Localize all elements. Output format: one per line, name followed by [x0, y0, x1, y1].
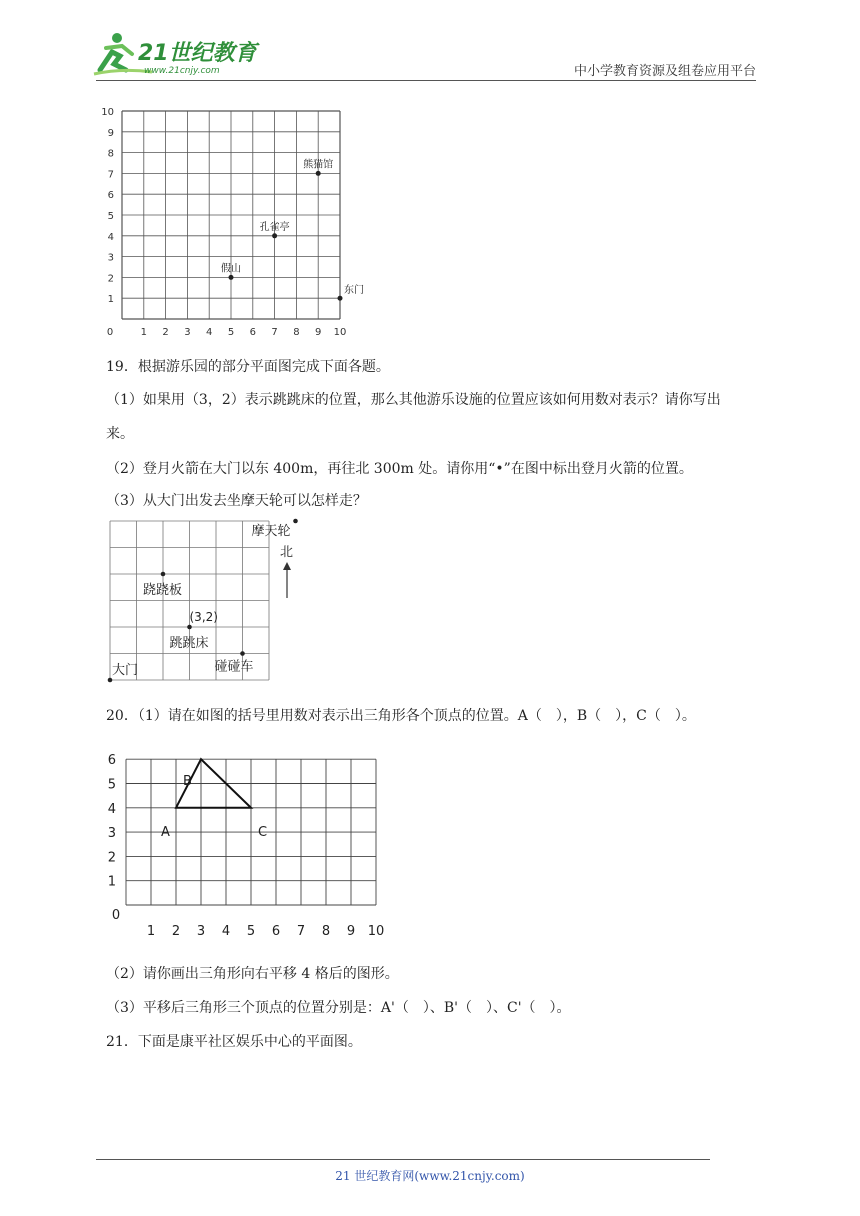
zoo-coordinate-grid — [96, 100, 366, 340]
logo-text: 21世纪教育 — [138, 41, 257, 66]
x-tick-label: 7 — [271, 327, 278, 338]
y-tick-label: 5 — [107, 777, 116, 793]
q20-part3: （3）平移后三角形三个顶点的位置分别是：A'（ ）、B'（ ）、C'（ ）。 — [106, 1000, 571, 1016]
x-tick-label: 8 — [321, 924, 331, 939]
north-arrow-head-icon — [283, 562, 291, 570]
y-tick-label: 6 — [107, 753, 116, 769]
north-label: 北 — [280, 545, 294, 560]
logo-url: www.21cnjy.com — [144, 66, 220, 76]
place-label: 碰碰车 — [214, 659, 254, 675]
x-tick-label: 10 — [367, 924, 385, 939]
y-tick-label: 3 — [107, 826, 116, 842]
place-marker — [187, 625, 192, 630]
point-marker — [338, 296, 343, 301]
vertex-label: A — [161, 824, 170, 840]
point-marker — [272, 233, 277, 238]
q19-part2: （2）登月火箭在大门以东 400m，再往北 300m 处。请你用“•”在图中标出登月火箭的位置。 — [106, 461, 693, 477]
x-tick-label: 9 — [346, 924, 356, 939]
y-tick-label: 4 — [107, 231, 114, 243]
x-tick-label: 10 — [333, 327, 347, 338]
point-marker — [316, 171, 321, 176]
y-tick-label: 2 — [107, 273, 114, 285]
footer-divider — [96, 1159, 710, 1160]
triangle-grid — [96, 745, 396, 945]
x-tick-label: 0 — [111, 908, 121, 923]
y-tick-label: 8 — [107, 148, 114, 160]
y-tick-label: 4 — [107, 801, 116, 817]
place-marker — [293, 519, 298, 524]
q19-stem: 19．根据游乐园的部分平面图完成下面各题。 — [106, 359, 390, 375]
place-marker — [108, 678, 113, 683]
q20-part1: 20．（1）请在如图的括号里用数对表示出三角形各个顶点的位置。A（ ），B（ ），C（ ）。 — [106, 708, 696, 724]
x-tick-label: 9 — [315, 327, 322, 338]
x-tick-label: 6 — [249, 327, 256, 338]
point-marker — [229, 275, 234, 280]
y-tick-label: 10 — [101, 107, 114, 118]
x-tick-label: 2 — [162, 327, 169, 338]
q19-part1-line1: （1）如果用（3，2）表示跳跳床的位置，那么其他游乐设施的位置应该如何用数对表示？请你写出 — [106, 392, 721, 408]
x-tick-label: 2 — [171, 924, 181, 939]
vertex-label: B — [183, 774, 192, 790]
x-tick-label: 1 — [146, 924, 156, 939]
place-label: 摩天轮 — [251, 524, 291, 539]
y-tick-label: 7 — [107, 169, 114, 181]
point-label: 孔雀亭 — [259, 221, 290, 233]
place-marker — [240, 651, 245, 656]
q20-part2: （2）请你画出三角形向右平移 4 格后的图形。 — [106, 966, 399, 982]
x-tick-label: 4 — [221, 924, 231, 939]
x-tick-label: 8 — [293, 327, 300, 338]
point-label: 假山 — [221, 263, 241, 275]
q19-part1-line2: 来。 — [106, 426, 134, 442]
y-tick-label: 1 — [107, 874, 116, 890]
header-divider — [96, 80, 756, 81]
site-logo — [92, 30, 262, 80]
y-tick-label: 2 — [107, 850, 116, 866]
q19-part3: （3）从大门出发去坐摩天轮可以怎样走？ — [106, 493, 367, 509]
q21-stem: 21．下面是康平社区娱乐中心的平面图。 — [106, 1034, 362, 1050]
place-label: 跳跳床 — [169, 636, 209, 651]
footer-text: 21 世纪教育网(www.21cnjy.com) — [335, 1169, 525, 1183]
x-tick-label: 3 — [196, 924, 206, 939]
place-marker — [161, 572, 166, 577]
x-tick-label: 3 — [184, 327, 191, 338]
point-label: 熊猫馆 — [303, 159, 334, 171]
y-tick-label: 9 — [107, 127, 114, 139]
x-tick-label: 5 — [246, 924, 256, 939]
vertex-label: C — [258, 824, 268, 840]
y-tick-label: 5 — [107, 211, 114, 222]
y-tick-label: 1 — [107, 294, 114, 306]
x-tick-label: 4 — [206, 327, 213, 338]
y-tick-label: 6 — [107, 190, 114, 202]
place-label: 大门 — [112, 663, 139, 678]
y-tick-label: 3 — [107, 252, 114, 264]
x-tick-label: 7 — [296, 924, 306, 939]
park-map — [100, 518, 310, 688]
x-tick-label: 5 — [227, 327, 235, 338]
x-tick-label: 1 — [140, 327, 147, 338]
x-tick-label: 6 — [271, 924, 281, 939]
platform-name: 中小学教育资源及组卷应用平台 — [573, 64, 756, 79]
place-label: 跷跷板 — [143, 583, 183, 598]
pair-label: (3,2) — [189, 610, 218, 624]
point-label: 东门 — [344, 285, 364, 297]
x-tick-label: 0 — [106, 327, 114, 338]
